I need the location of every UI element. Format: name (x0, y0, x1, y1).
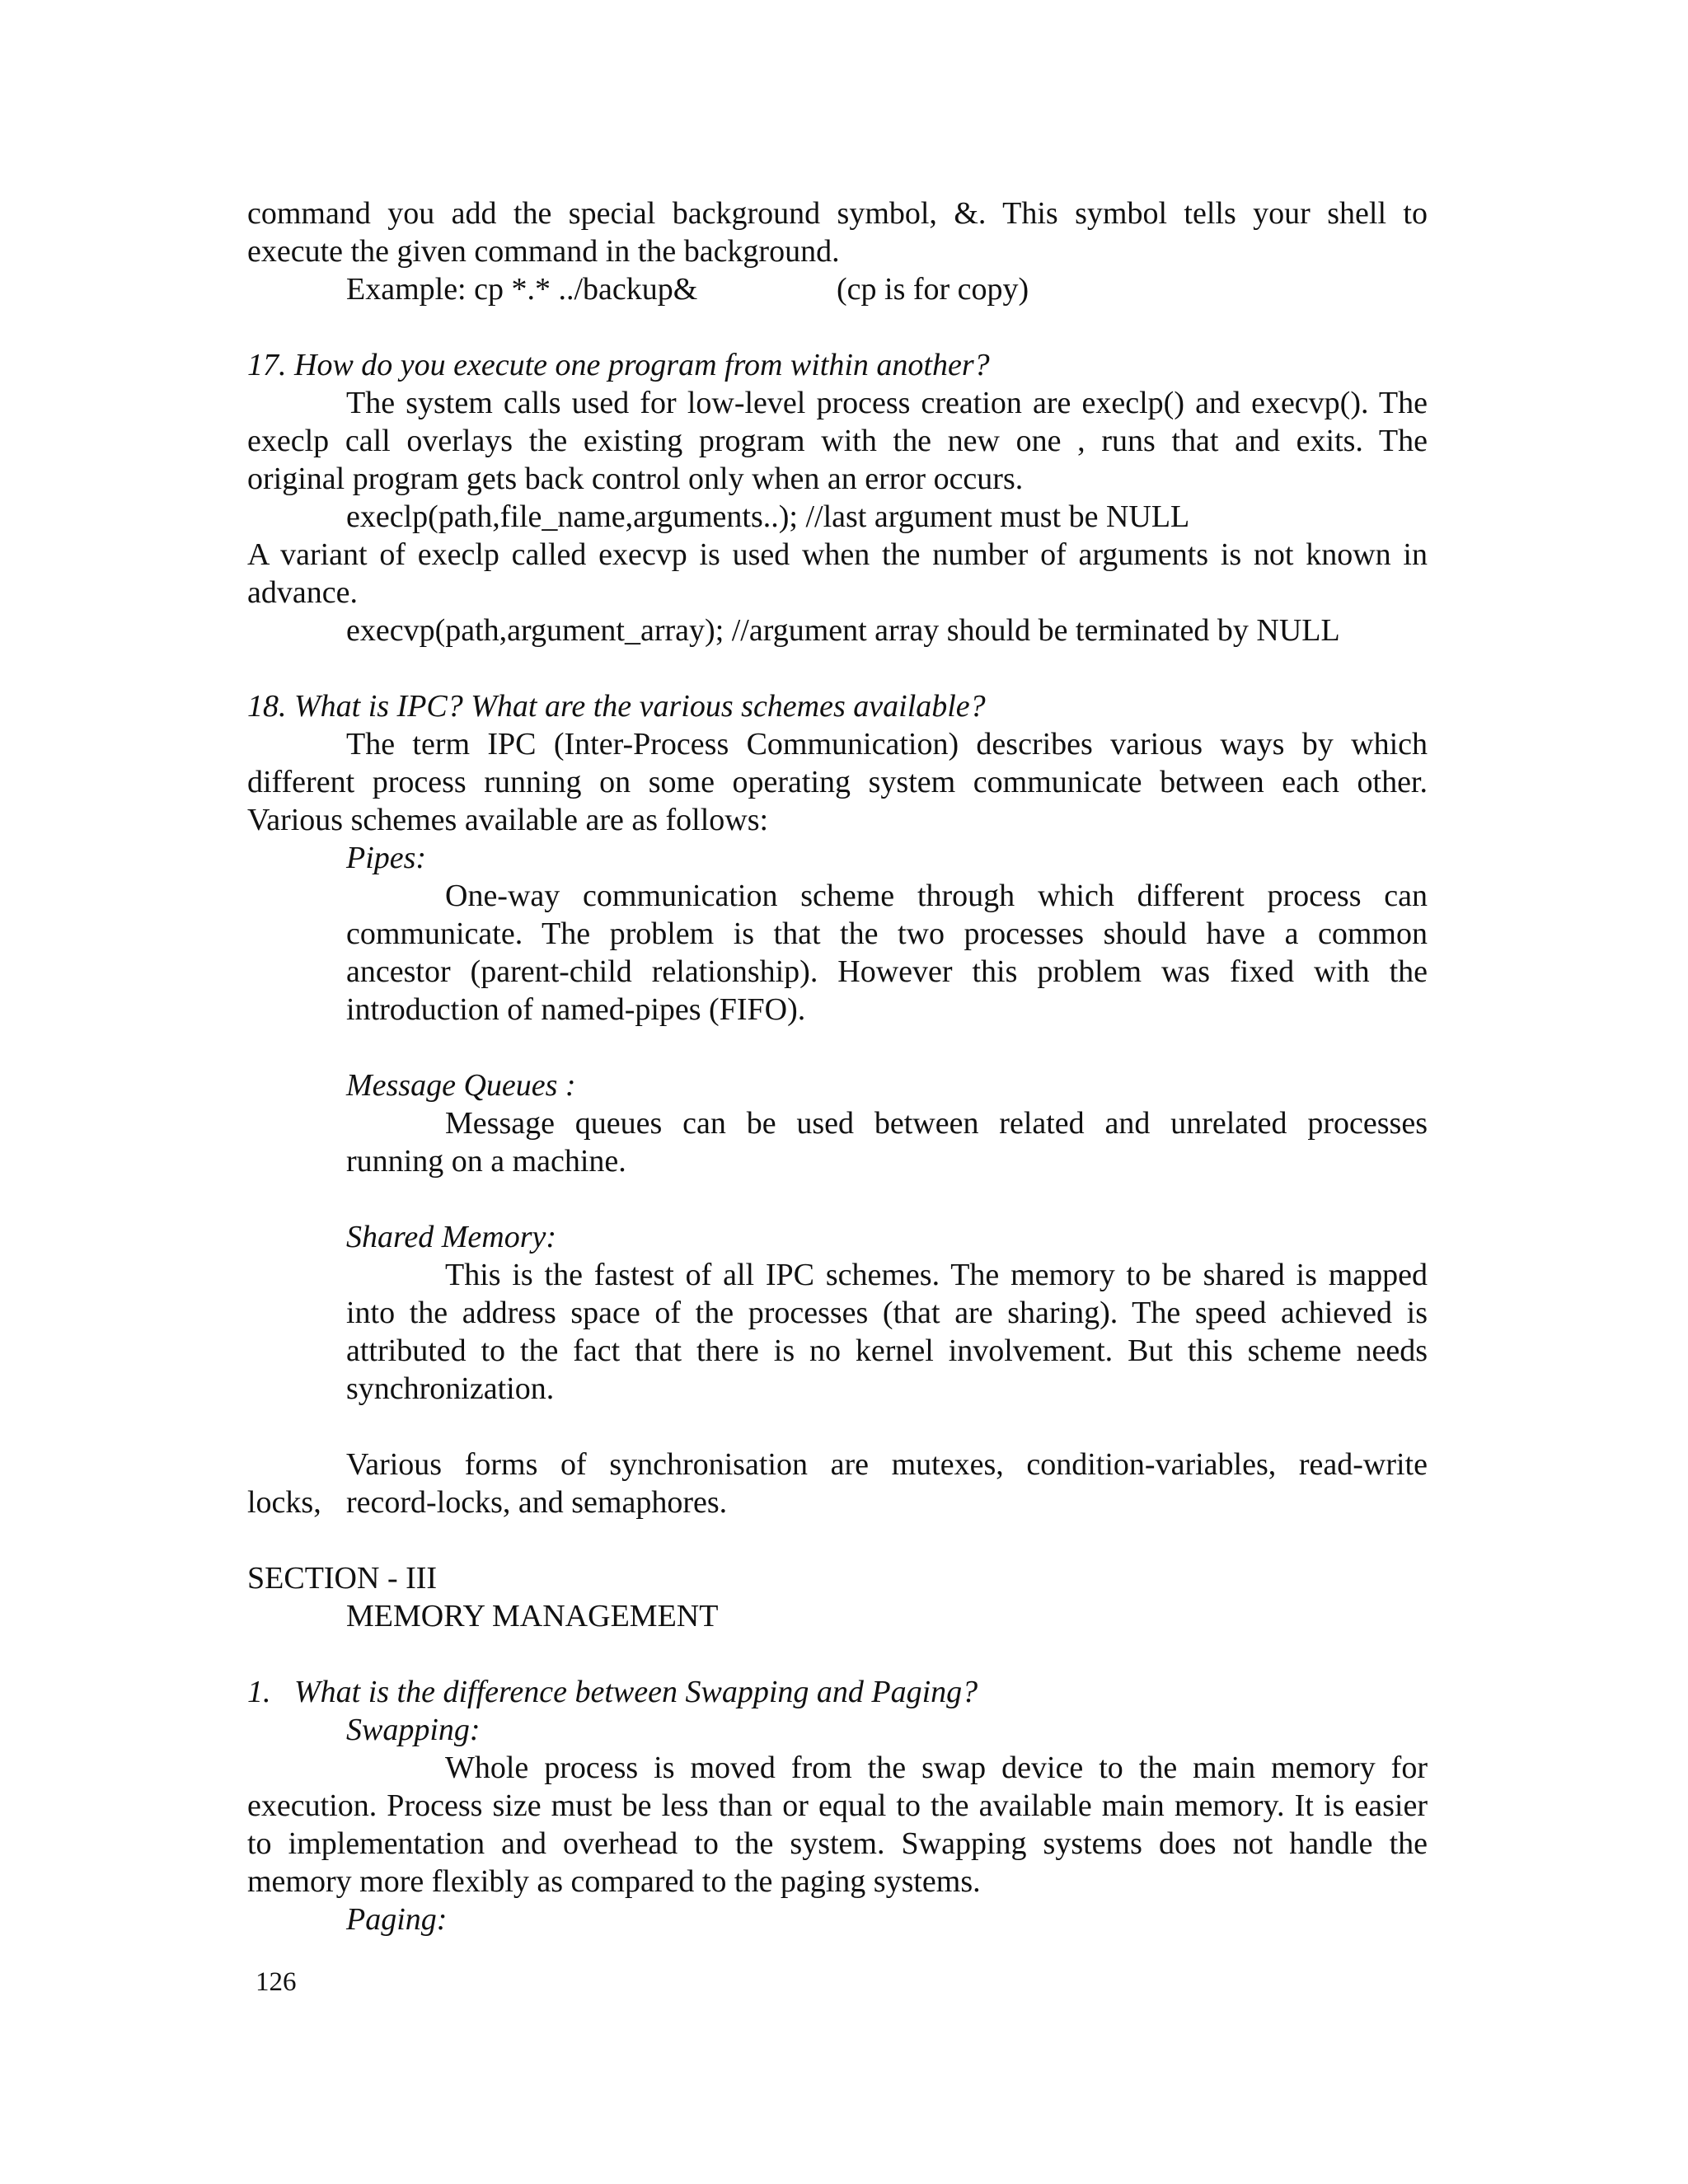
message-queues-heading: Message Queues : (346, 1068, 576, 1103)
pipes-text-line: communicate. The problem is that the two processes should have a common (346, 916, 1428, 951)
sync-right-text: record-locks, and semaphores. (346, 1485, 728, 1520)
example-note: (cp is for copy) (837, 272, 1029, 307)
q17-code-execlp: execlp(path,file_name,arguments..); //last argument must be NULL (346, 499, 1190, 534)
question-18-heading: 18. What is IPC? What are the various schemes available? (247, 689, 986, 724)
section-label: SECTION - III (247, 1561, 438, 1596)
section-title: MEMORY MANAGEMENT (346, 1599, 719, 1633)
example-command: Example: cp *.* ../backup& (346, 272, 698, 307)
q18-paragraph-line: Various schemes available are as follows: (247, 803, 769, 837)
q18-paragraph-line: The term IPC (Inter-Process Communication) describes various ways by which (346, 727, 1428, 762)
pipes-text-line: One-way communication scheme through which different process can (445, 879, 1428, 913)
ipc-schemes-list (346, 839, 1428, 1483)
spacer (247, 308, 1428, 346)
pipes-text-line: introduction of named-pipes (FIFO). (346, 992, 806, 1027)
spacer (346, 1408, 1428, 1446)
message-queues-text-line: running on a machine. (346, 1144, 626, 1179)
q18-paragraph-line: different process running on some operating system communicate between each other. (247, 765, 1428, 799)
message-queues-text-line: Message queues can be used between related and unrelated processes (445, 1106, 1428, 1141)
shared-memory-text-line: attributed to the fact that there is no kernel involvement. But this scheme needs (346, 1333, 1428, 1368)
spacer (247, 1635, 1428, 1673)
spacer (346, 1029, 1428, 1066)
intro-line-2: execute the given command in the background. (247, 234, 840, 269)
shared-memory-text-line: synchronization. (346, 1371, 555, 1406)
page-number: 126 (256, 1967, 297, 1997)
q17-paragraph-line: A variant of execlp called execvp is used when the number of arguments is not known in (247, 537, 1428, 572)
spacer (346, 1180, 1428, 1218)
q17-paragraph-line: original program gets back control only when an error occurs. (247, 462, 1024, 496)
swapping-text-line: Whole process is moved from the swap device to the main memory for (445, 1750, 1428, 1785)
swapping-heading: Swapping: (346, 1713, 481, 1747)
swapping-text-line: execution. Process size must be less than or equal to the available main memory. It is easier (247, 1788, 1428, 1823)
question-17-heading: 17. How do you execute one program from within another? (247, 348, 990, 382)
shared-memory-text-line: into the address space of the processes (that are sharing). The speed achieved is (346, 1296, 1428, 1330)
pipes-text-line: ancestor (parent-child relationship). However this problem was fixed with the (346, 954, 1428, 989)
spacer (247, 649, 1428, 687)
pipes-heading: Pipes: (346, 841, 427, 875)
spacer (247, 1521, 1428, 1559)
sync-left-word: locks, (247, 1485, 321, 1520)
synchronisation-text-line-2 (247, 1483, 1428, 1521)
q17-code-execvp: execvp(path,argument_array); //argument array should be terminated by NULL (346, 613, 1340, 648)
shared-memory-text-line: This is the fastest of all IPC schemes. The memory to be shared is mapped (445, 1258, 1428, 1292)
example-line (247, 270, 1428, 308)
q17-paragraph-line: execlp call overlays the existing program with the new one , runs that and exits. The (247, 424, 1428, 458)
q17-paragraph-line: advance. (247, 575, 358, 610)
swapping-text-line: memory more flexibly as compared to the paging systems. (247, 1864, 981, 1899)
q17-paragraph-line: The system calls used for low-level process creation are execlp() and execvp(). The (346, 386, 1428, 420)
paging-heading: Paging: (346, 1902, 448, 1937)
document-body (247, 194, 1428, 1938)
synchronisation-text-line: Various forms of synchronisation are mutexes, condition-variables, read-write (346, 1447, 1428, 1482)
shared-memory-heading: Shared Memory: (346, 1220, 557, 1254)
mm-question-1-heading: 1. What is the difference between Swapping and Paging? (247, 1675, 978, 1709)
swapping-text-line: to implementation and overhead to the system. Swapping systems does not handle the (247, 1826, 1428, 1861)
intro-line-1: command you add the special background symbol, &. This symbol tells your shell to (247, 196, 1428, 231)
